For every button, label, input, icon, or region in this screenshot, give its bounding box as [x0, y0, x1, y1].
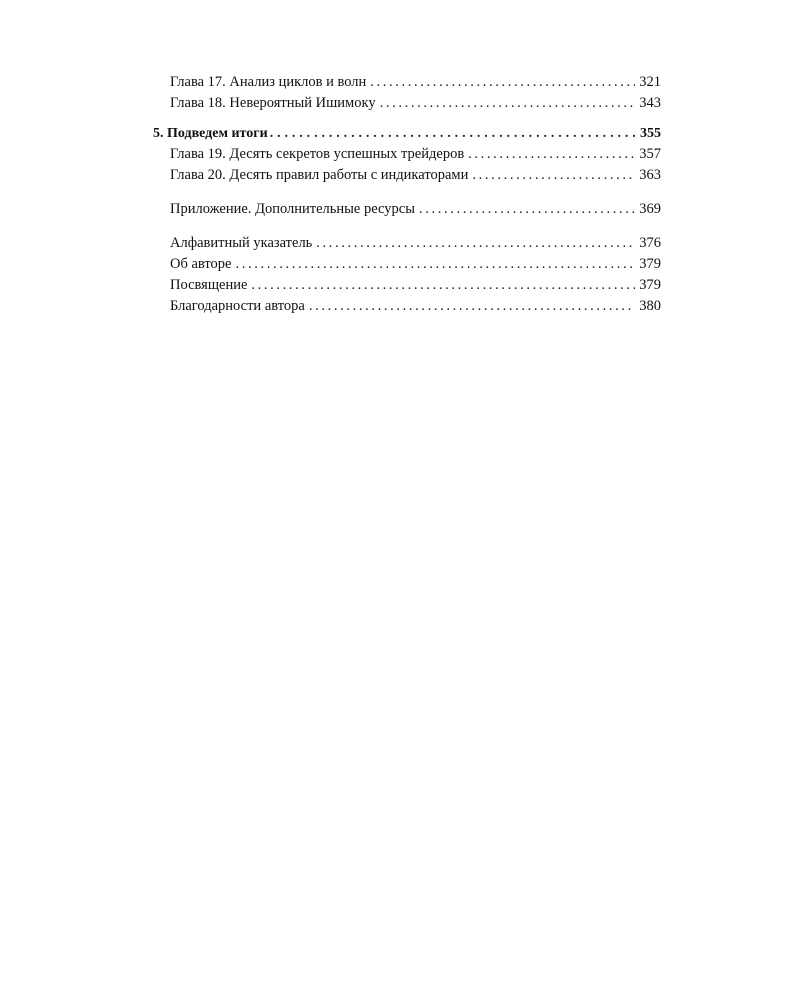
toc-entry-title: Глава 19. Десять секретов успешных трейдеров: [170, 146, 465, 162]
toc-leader-dots: [370, 72, 635, 93]
toc-leader-dots: [251, 275, 635, 296]
toc-entry-dedication: [153, 275, 661, 296]
toc-entry-page: 379: [639, 256, 661, 272]
toc-entry-title: Об авторе: [170, 256, 232, 272]
toc-entry-title: Глава 18. Невероятный Ишимоку: [170, 95, 376, 111]
toc-leader-dots: [309, 296, 635, 317]
toc-entry-page: 376: [639, 235, 661, 251]
toc-entry-chapter-19: [153, 144, 661, 165]
toc-entry-page: 369: [639, 201, 661, 217]
toc-entry-index: [153, 233, 661, 254]
toc-leader-dots: [472, 165, 635, 186]
toc-entry-title: Глава 20. Десять правил работы с индикаторами: [170, 167, 469, 183]
toc-entry-title: Приложение. Дополнительные ресурсы: [170, 201, 415, 217]
toc-part-title: 5. Подведем итоги: [153, 126, 268, 141]
toc-entry-appendix: [153, 199, 661, 220]
toc-entry-title: Глава 17. Анализ циклов и волн: [170, 74, 367, 90]
toc-leader-dots: [468, 144, 635, 165]
toc-part-page: 355: [640, 126, 661, 141]
toc-entry-chapter-18: [153, 93, 661, 114]
toc-entry-chapter-17: [153, 72, 661, 93]
toc-entry-page: 343: [639, 95, 661, 111]
toc-leader-dots: [235, 254, 635, 275]
toc-entry-title: Посвящение: [170, 277, 248, 293]
toc-entry-page: 380: [639, 298, 661, 314]
toc-leader-dots: [380, 93, 635, 114]
toc-entry-title: Алфавитный указатель: [170, 235, 313, 251]
toc-leader-dots: [419, 199, 635, 220]
toc-entry-page: 321: [639, 74, 661, 90]
toc-part-5: [153, 123, 661, 144]
toc-entry-page: 363: [639, 167, 661, 183]
toc-leader-dots: [270, 123, 637, 144]
table-of-contents: [153, 72, 661, 317]
toc-entry-chapter-20: [153, 165, 661, 186]
toc-entry-title: Благодарности автора: [170, 298, 305, 314]
toc-entry-about-author: [153, 254, 661, 275]
toc-entry-acknowledgements: [153, 296, 661, 317]
toc-entry-page: 379: [639, 277, 661, 293]
toc-entry-page: 357: [639, 146, 661, 162]
toc-leader-dots: [316, 233, 635, 254]
